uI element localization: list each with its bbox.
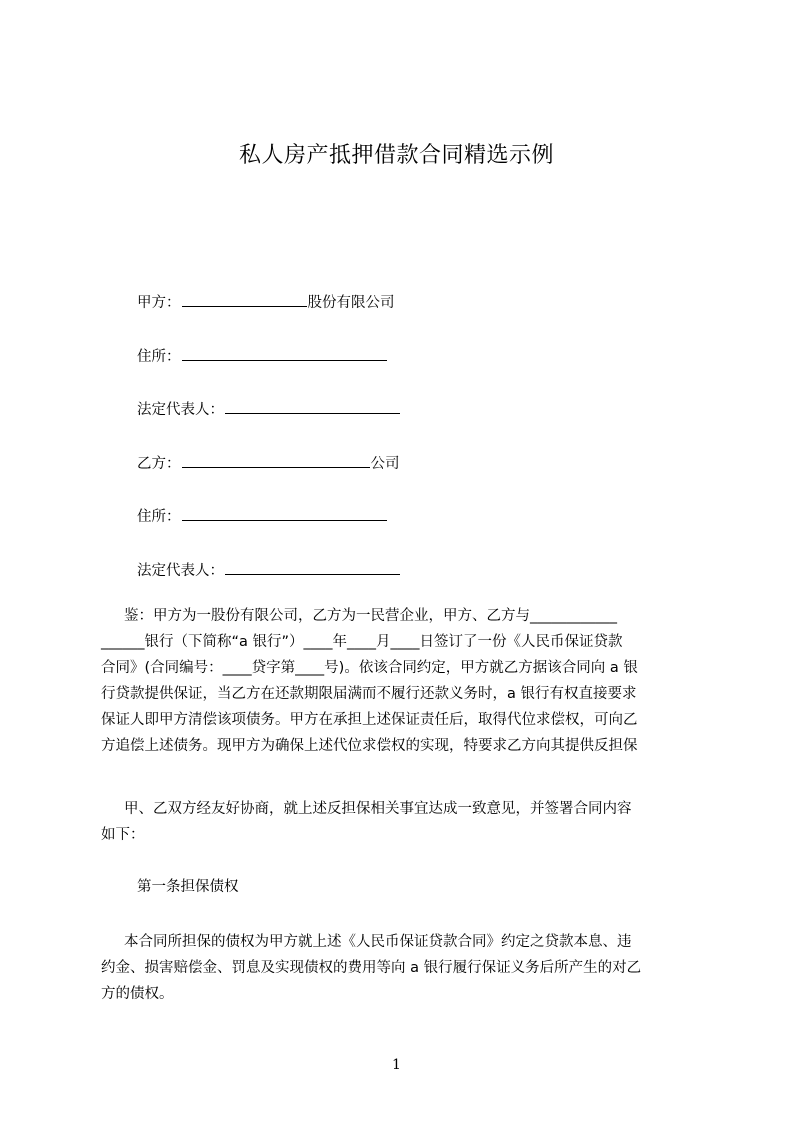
recital-line: 行贷款提供保证，当乙方在还款期限届满而不履行还款义务时，a 银行有权直接要求: [101, 686, 637, 702]
party-a-line: [137, 291, 395, 313]
article1-paragraph: [101, 929, 701, 1007]
agreement-line: 如下：: [101, 827, 145, 843]
recital-line: ______银行（下简称“a 银行”）____年____月____日签订了一份《人民币保证贷款: [101, 634, 623, 650]
party-b-blank: [182, 452, 370, 468]
recital-paragraph: [101, 603, 701, 759]
party-b-suffix: 公司: [370, 456, 400, 472]
agreement-line: 甲、乙双方经友好协商，就上述反担保相关事宜达成一致意见，并签署合同内容: [101, 801, 632, 817]
party-b-address-blank: [182, 505, 387, 521]
party-b-line: [137, 452, 400, 474]
article1-line: 本合同所担保的债权为甲方就上述《人民币保证贷款合同》约定之贷款本息、违: [101, 934, 632, 950]
party-a-rep-line: [137, 398, 401, 420]
party-b-address-label: 住所：: [137, 509, 181, 525]
party-a-rep-label: 法定代表人：: [137, 402, 224, 418]
recital-line: 方追偿上述债务。现甲方为确保上述代位求偿权的实现，特要求乙方向其提供反担保: [101, 738, 638, 754]
party-a-label: 甲方：: [137, 295, 181, 311]
party-a-blank: [182, 291, 307, 307]
party-a-address-label: 住所：: [137, 349, 181, 365]
party-a-address-blank: [182, 345, 387, 361]
recital-line: 保证人即甲方清偿该项债务。甲方在承担上述保证责任后，取得代位求偿权，可向乙: [101, 712, 638, 728]
party-b-rep-line: [137, 559, 401, 581]
recital-line: 合同》(合同编号：____贷字第____号)。依该合同约定，甲方就乙方据该合同向 a 银: [101, 660, 638, 676]
document-title: 私人房产抵押借款合同精选示例: [238, 143, 554, 168]
party-b-address-line: [137, 505, 388, 527]
agreement-paragraph: [101, 796, 701, 848]
party-b-rep-blank: [225, 559, 400, 575]
party-b-rep-label: 法定代表人：: [137, 563, 224, 579]
party-a-suffix: 股份有限公司: [307, 295, 395, 311]
page-number: 1: [392, 1057, 401, 1073]
recital-line: 鉴：甲方为一股份有限公司，乙方为一民营企业，甲方、乙方与____________: [101, 608, 618, 624]
party-b-label: 乙方：: [137, 456, 181, 472]
party-a-rep-blank: [225, 398, 400, 414]
article1-line: 方的债权。: [101, 986, 174, 1002]
party-a-address-line: [137, 345, 388, 367]
article1-line: 约金、损害赔偿金、罚息及实现债权的费用等向 a 银行履行保证义务后所产生的对乙: [101, 960, 642, 976]
article1-heading: 第一条担保债权: [137, 879, 239, 895]
